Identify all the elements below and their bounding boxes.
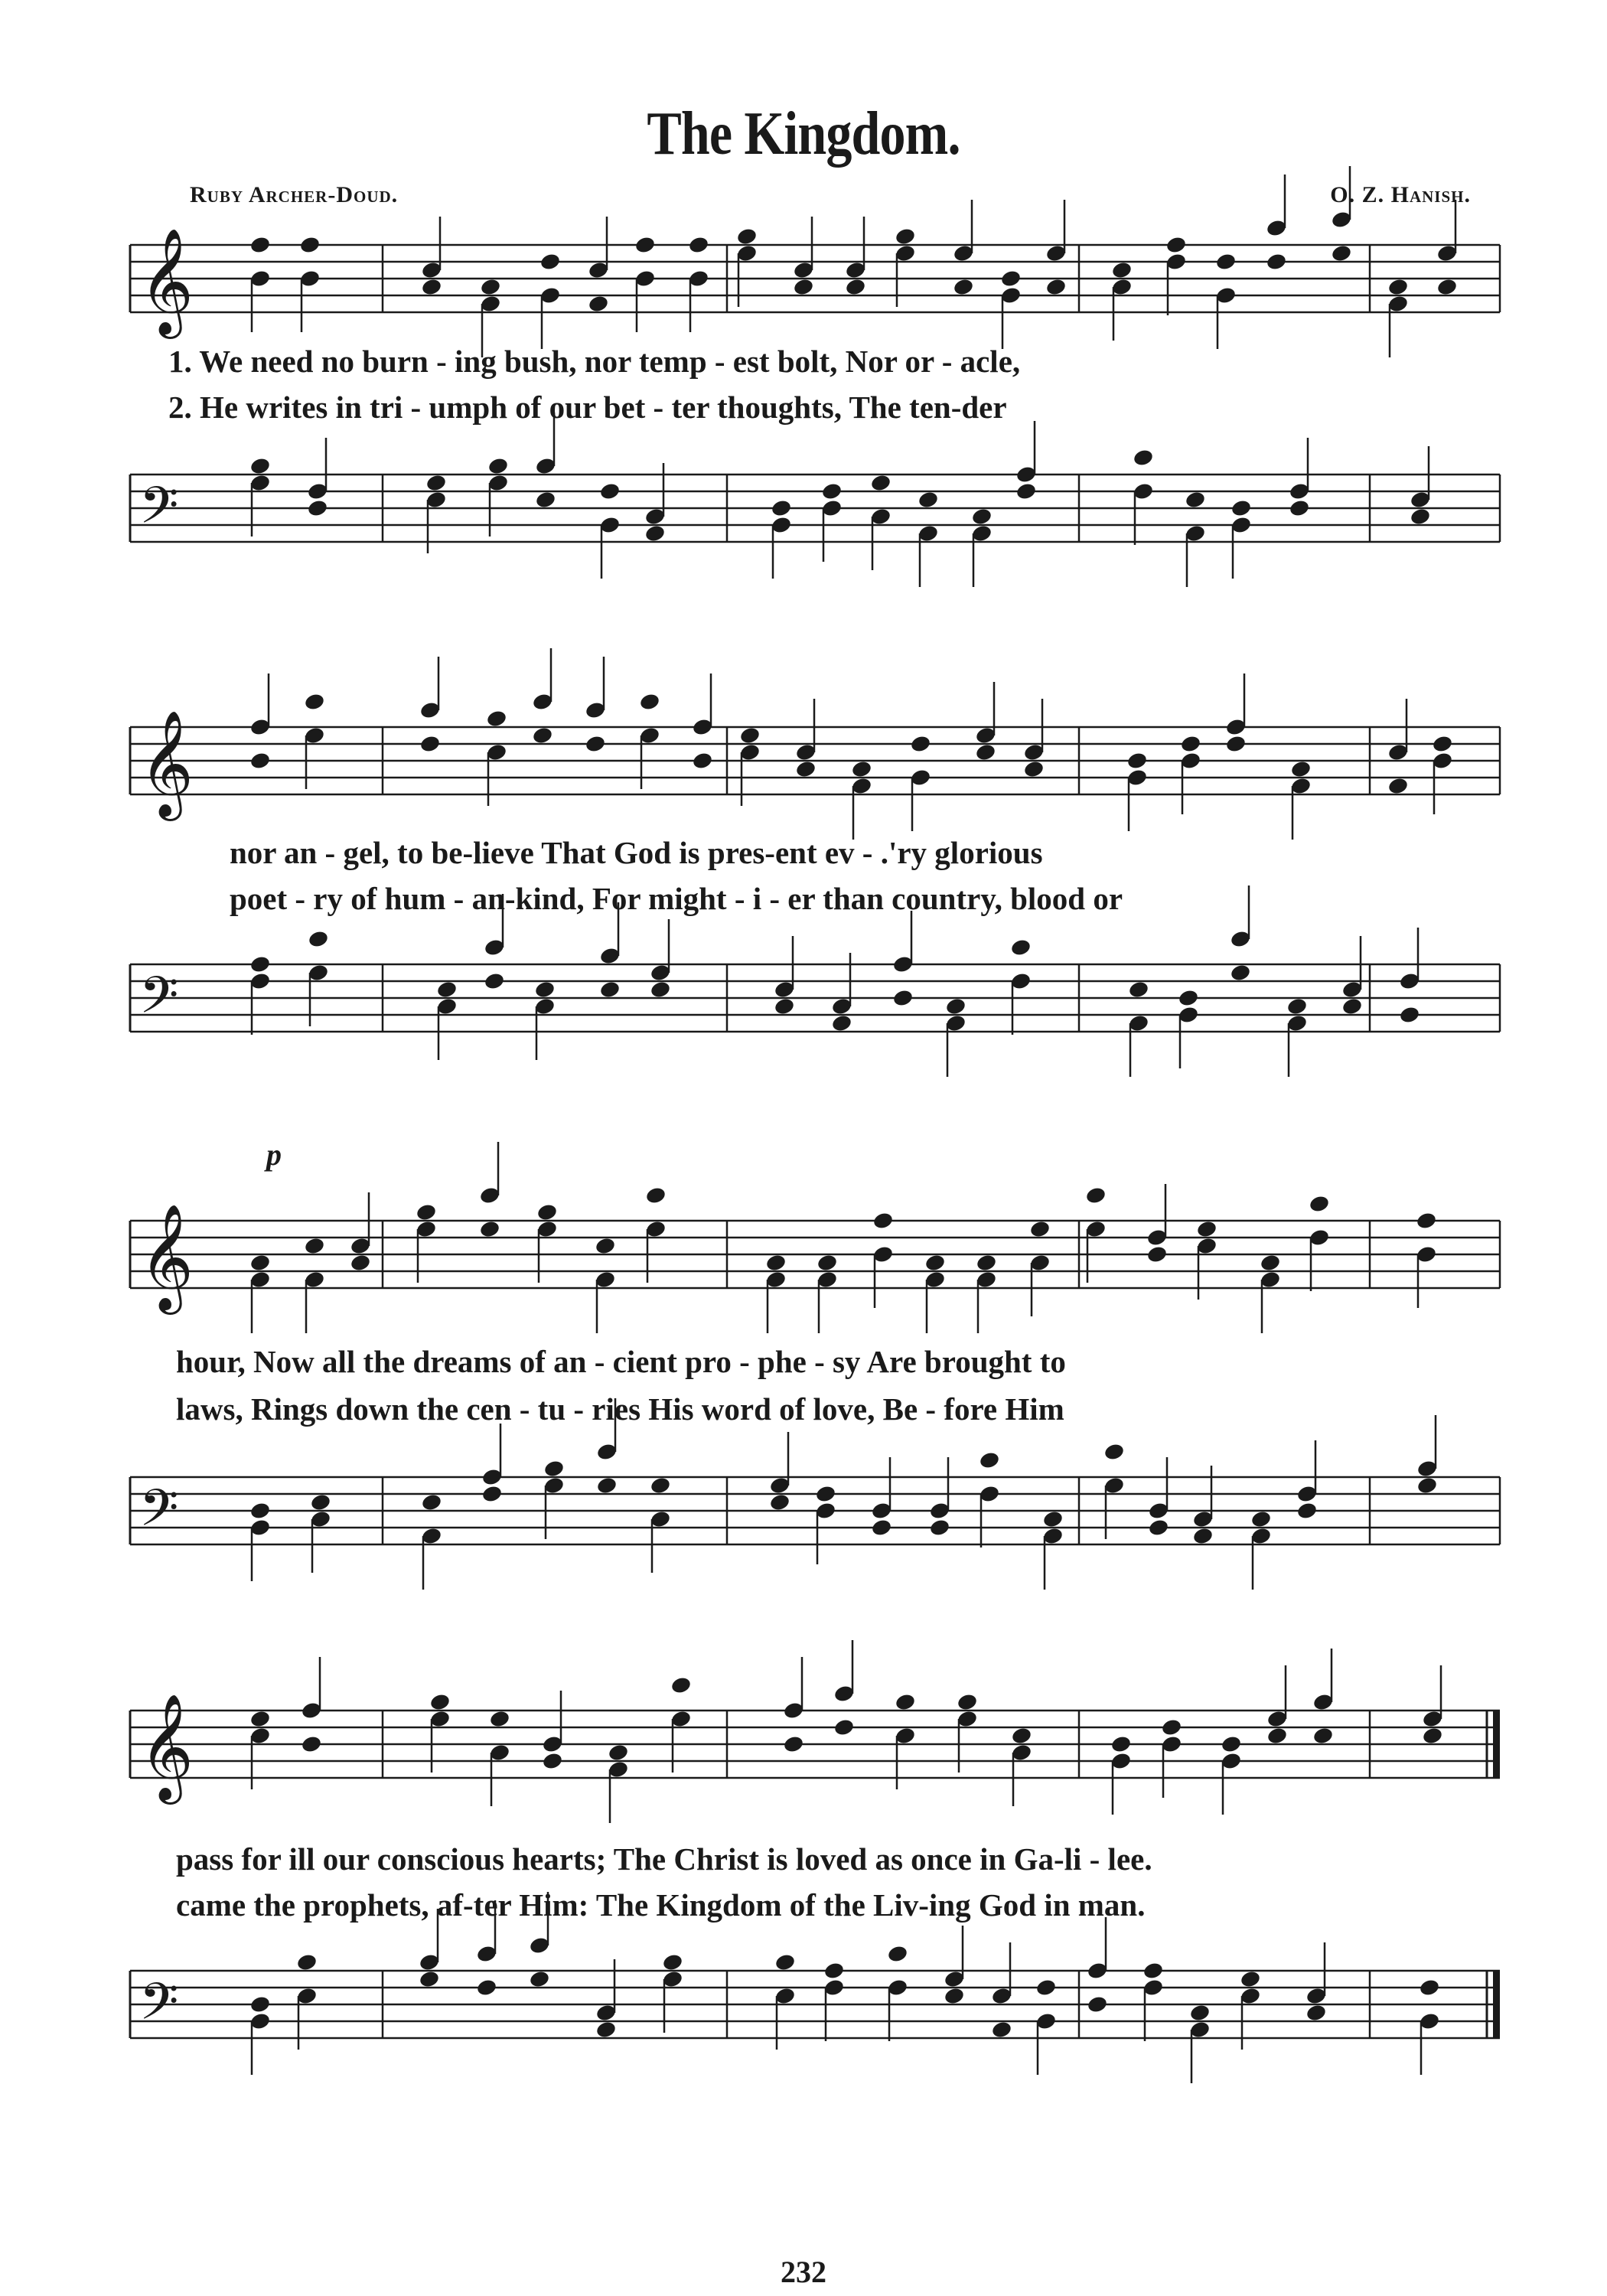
notehead [608, 1743, 630, 1762]
notehead [419, 1969, 441, 1988]
notehead [793, 277, 815, 296]
notehead [249, 235, 272, 254]
notehead [1146, 1244, 1169, 1264]
notehead [532, 726, 554, 745]
notehead [1416, 1476, 1439, 1495]
notehead [249, 1253, 272, 1272]
notehead [595, 1236, 617, 1255]
notehead [1230, 963, 1252, 982]
notehead [487, 456, 510, 475]
notehead [1225, 734, 1247, 753]
notehead [1103, 1442, 1126, 1461]
notehead [1410, 507, 1432, 526]
notehead [1387, 277, 1410, 296]
notehead [991, 2020, 1013, 2039]
notehead [529, 1969, 551, 1988]
notehead [929, 1518, 951, 1537]
notehead [476, 1978, 498, 1997]
notehead [957, 1692, 979, 1711]
notehead [975, 742, 997, 762]
notehead [1296, 1501, 1319, 1520]
page-number: 232 [781, 2255, 826, 2289]
notehead [1419, 1978, 1441, 1997]
dynamic-piano: p [266, 1137, 282, 1172]
bass-staff [122, 1446, 1504, 1569]
notehead [1111, 260, 1133, 279]
notehead [543, 1459, 566, 1478]
notehead [308, 929, 330, 948]
notehead [1185, 490, 1207, 509]
notehead [599, 980, 621, 999]
bass-clef-icon: 𝄢 [139, 476, 179, 547]
system-3-verse-1: hour, Now all the dreams of an - cient pro - phe - sy Are brought to [176, 1344, 1066, 1379]
notehead [307, 498, 329, 517]
notehead [692, 751, 714, 770]
notehead [429, 1692, 451, 1711]
notehead [484, 971, 506, 990]
notehead [639, 692, 661, 711]
notehead [1035, 1978, 1058, 1997]
notehead [831, 1013, 853, 1032]
notehead [301, 1734, 323, 1753]
notehead [823, 1961, 846, 1980]
treble-clef-icon: 𝄞 [139, 228, 194, 334]
treble-staff [122, 696, 1504, 819]
notehead [688, 235, 710, 254]
notehead [771, 498, 793, 517]
system-4-verse-2: came the prophets, af-ter Him: The Kingdom of the Liv-ing God in man. [176, 1887, 1146, 1923]
notehead [1250, 1509, 1273, 1528]
notehead [1045, 277, 1068, 296]
notehead [1231, 498, 1253, 517]
notehead [1215, 252, 1237, 271]
notehead [1196, 1219, 1218, 1238]
bass-staff [122, 1940, 1504, 2063]
notehead [910, 734, 932, 753]
notehead [662, 1952, 684, 1971]
notehead [1161, 1717, 1183, 1737]
notehead [1432, 734, 1454, 753]
notehead [650, 980, 672, 999]
notehead [1387, 776, 1410, 795]
notehead [971, 507, 993, 526]
notehead [895, 1692, 917, 1711]
notehead [815, 1484, 837, 1503]
notehead [1180, 734, 1202, 753]
notehead [774, 996, 796, 1016]
treble-staff [122, 1680, 1504, 1802]
notehead [1305, 2003, 1328, 2022]
notehead [481, 1484, 504, 1503]
notehead [944, 1986, 966, 2005]
notehead [1309, 1194, 1331, 1213]
notehead [479, 1219, 501, 1238]
notehead [1126, 751, 1149, 770]
notehead [534, 980, 556, 999]
notehead [486, 709, 508, 728]
notehead [1221, 1734, 1243, 1753]
notehead [1029, 1219, 1051, 1238]
lyricist-credit: Ruby Archer-Doud. [190, 182, 399, 207]
notehead [425, 473, 448, 492]
notehead [1416, 1211, 1438, 1230]
notehead [542, 1751, 564, 1770]
hymn-title: The Kingdom. [647, 100, 960, 168]
notehead [1000, 269, 1022, 288]
notehead [299, 235, 321, 254]
bass-staff [122, 444, 1504, 566]
notehead [845, 277, 867, 296]
notehead [596, 1476, 618, 1495]
notehead [739, 726, 761, 745]
notehead [924, 1253, 947, 1272]
notehead [1399, 1005, 1421, 1024]
notehead [765, 1253, 787, 1272]
notehead [304, 692, 326, 711]
notehead [1128, 980, 1150, 999]
notehead [851, 759, 873, 778]
treble-staff [122, 1190, 1504, 1313]
notehead [1290, 759, 1312, 778]
notehead [872, 1211, 895, 1230]
notehead [1289, 498, 1311, 517]
treble-staff [122, 214, 1504, 337]
system-1-verse-2: 2. He writes in tri - umph of our bet - ter thoughts, The ten-der [168, 390, 1007, 425]
notehead [249, 1501, 272, 1520]
notehead [634, 235, 657, 254]
notehead [1042, 1509, 1064, 1528]
notehead [1011, 1726, 1033, 1745]
treble-clef-icon: 𝄞 [139, 710, 194, 817]
notehead [833, 1717, 856, 1737]
notehead [585, 734, 607, 753]
bass-clef-icon: 𝄢 [139, 966, 179, 1037]
notehead [645, 1186, 667, 1205]
final-barline [1493, 1711, 1500, 1778]
notehead [416, 1202, 438, 1221]
system-1-verse-1: 1. We need no burn - ing bush, nor temp - est bolt, Nor or - acle, [168, 344, 1021, 379]
notehead [1436, 277, 1459, 296]
notehead [599, 481, 621, 501]
notehead [249, 456, 272, 475]
notehead [774, 1952, 797, 1971]
notehead [945, 996, 967, 1016]
notehead [419, 734, 442, 753]
system-3-verse-2: laws, Rings down the cen - tu - ries His word of love, Be - fore Him [176, 1391, 1064, 1427]
notehead [436, 980, 458, 999]
system-2-verse-2: poet - ry of hum - an-kind, For might - i - er than country, blood or [230, 881, 1123, 916]
notehead [821, 481, 843, 501]
system-4-verse-1: pass for ill our conscious hearts; The Christ is loved as once in Ga-li - lee. [176, 1841, 1152, 1877]
notehead [1286, 996, 1309, 1016]
notehead [421, 277, 443, 296]
notehead [1023, 759, 1045, 778]
notehead [1240, 1969, 1262, 1988]
notehead [736, 227, 758, 246]
notehead [1143, 1961, 1165, 1980]
notehead [296, 1952, 318, 1971]
notehead [1015, 481, 1038, 501]
notehead [1260, 1253, 1282, 1272]
notehead [1341, 996, 1364, 1016]
treble-clef-icon: 𝄞 [139, 1204, 194, 1310]
bass-clef-icon: 𝄢 [139, 1479, 179, 1550]
notehead [1189, 2003, 1211, 2022]
notehead [1087, 1994, 1109, 2014]
notehead [953, 277, 975, 296]
notehead [892, 988, 914, 1007]
notehead [1331, 243, 1353, 263]
bass-clef-icon: 𝄢 [139, 1972, 179, 2043]
notehead [489, 1709, 511, 1728]
final-barline [1493, 1971, 1500, 2038]
notehead [644, 523, 667, 543]
notehead [535, 490, 557, 509]
notehead [870, 473, 892, 492]
notehead [979, 1450, 1001, 1469]
system-2-verse-1: nor an - gel, to be-lieve That God is pres-ent ev - .'ry glorious [230, 835, 1043, 870]
notehead [783, 1734, 805, 1753]
notehead [249, 954, 272, 974]
notehead [1085, 1186, 1107, 1205]
notehead [1178, 988, 1200, 1007]
notehead [871, 1518, 893, 1537]
notehead [350, 1253, 372, 1272]
notehead [595, 2020, 618, 2039]
notehead [1312, 1726, 1335, 1745]
notehead [310, 1492, 332, 1512]
notehead [480, 277, 502, 296]
notehead [976, 1253, 998, 1272]
notehead [304, 1236, 326, 1255]
notehead [1133, 448, 1155, 467]
notehead [1110, 1734, 1133, 1753]
notehead [817, 1253, 839, 1272]
notehead [795, 759, 817, 778]
notehead [1266, 252, 1288, 271]
notehead [895, 227, 917, 246]
notehead [421, 1492, 443, 1512]
notehead [1165, 235, 1188, 254]
treble-clef-icon: 𝄞 [139, 1694, 194, 1800]
notehead [539, 252, 562, 271]
notehead [249, 751, 272, 770]
notehead [887, 1944, 909, 1963]
notehead [1010, 938, 1032, 957]
notehead [536, 1202, 559, 1221]
composer-credit: O. Z. Hanish. [1330, 182, 1471, 207]
notehead [1192, 1526, 1214, 1545]
notehead [249, 1709, 272, 1728]
notehead [670, 1675, 693, 1694]
notehead [650, 1476, 672, 1495]
bass-staff [122, 934, 1504, 1056]
notehead [1148, 1518, 1170, 1537]
notehead [1266, 1726, 1289, 1745]
notehead [769, 1492, 791, 1512]
notehead [249, 1994, 272, 2014]
notehead [588, 294, 610, 313]
notehead [1422, 1726, 1444, 1745]
notehead [918, 490, 940, 509]
